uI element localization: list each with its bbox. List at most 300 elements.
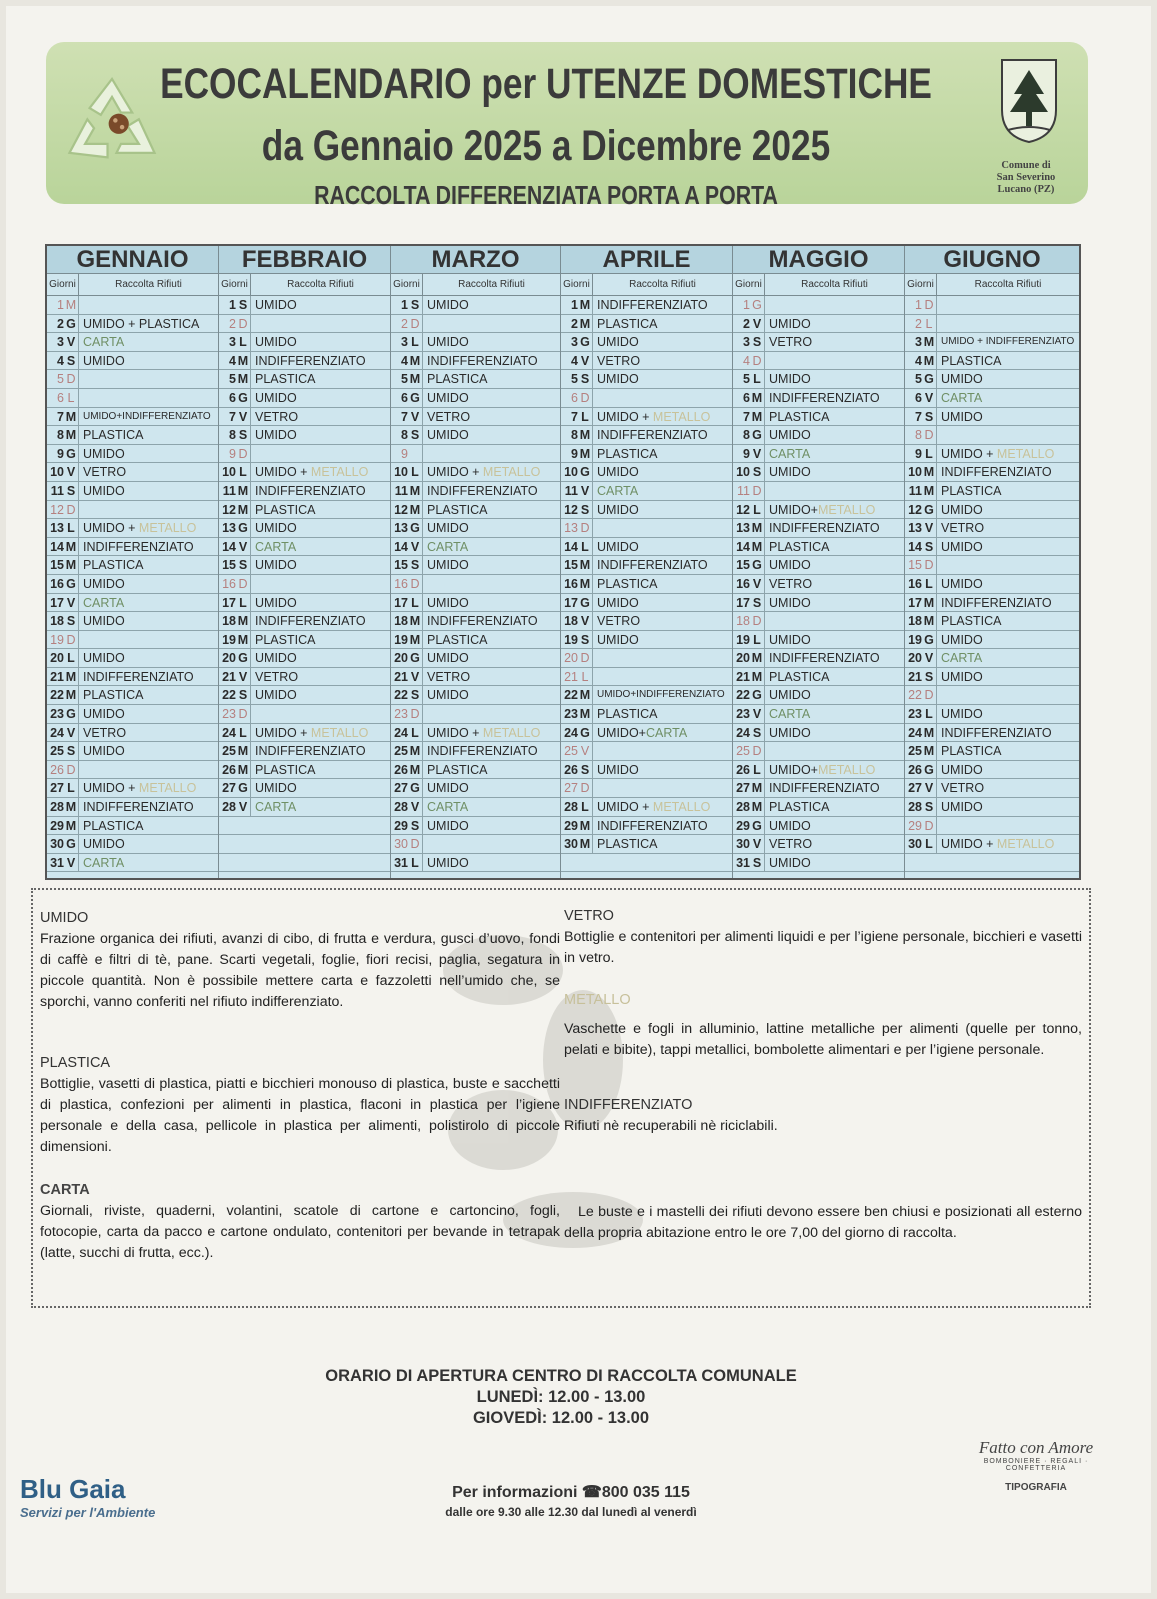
month-column-headers — [561, 274, 732, 296]
weekday-letter: V — [922, 649, 937, 667]
header-banner — [46, 42, 1088, 210]
weekday-letter: V — [408, 668, 423, 686]
day-number: 17 — [394, 595, 408, 610]
month-febbraio — [219, 246, 391, 878]
day-row — [219, 686, 390, 705]
day-row — [733, 817, 904, 836]
day-row — [905, 854, 1079, 873]
weekday-letter: M — [236, 761, 251, 779]
day-number: 8 — [57, 428, 64, 443]
day-row — [47, 556, 218, 575]
day-row — [905, 817, 1079, 836]
day-row — [905, 742, 1079, 761]
waste-type: PLASTICA — [255, 632, 316, 647]
weekday-letter: M — [578, 835, 593, 853]
day-number: 30 — [564, 837, 578, 852]
weekday-letter: G — [64, 445, 79, 463]
day-row — [47, 370, 218, 389]
day-row — [733, 594, 904, 613]
waste-type: INDIFFERENZIATO — [597, 558, 708, 573]
day-number: 11 — [222, 483, 236, 498]
day-row — [47, 779, 218, 798]
waste-type — [937, 296, 1079, 314]
weekday-letter: M — [64, 798, 79, 816]
weekday-letter: M — [236, 501, 251, 519]
waste-type: INDIFFERENZIATO — [769, 390, 880, 405]
weekday-letter: D — [408, 575, 423, 593]
legend-vetro — [564, 906, 1082, 969]
day-number: 6 — [401, 390, 408, 405]
waste-type: PLASTICA — [769, 409, 830, 424]
day-row — [561, 333, 732, 352]
day-number: 25 — [222, 744, 236, 759]
waste-type: INDIFFERENZIATO — [941, 465, 1052, 480]
day-number: 18 — [394, 614, 408, 629]
day-row — [733, 333, 904, 352]
weekday-letter: V — [578, 352, 593, 370]
day-number: 11 — [394, 483, 408, 498]
waste-type: PLASTICA — [427, 372, 488, 387]
header-giorni: Giorni — [733, 274, 765, 295]
day-row — [905, 389, 1079, 408]
weekday-letter: D — [922, 426, 937, 444]
day-row — [733, 761, 904, 780]
day-number: 11 — [564, 483, 578, 498]
day-row — [219, 575, 390, 594]
day-row — [561, 835, 732, 854]
weekday-letter: S — [236, 296, 251, 314]
waste-type: INDIFFERENZIATO — [427, 614, 538, 629]
day-number: 1 — [57, 298, 64, 312]
day-row — [219, 445, 390, 464]
day-row — [561, 426, 732, 445]
weekday-letter: G — [922, 501, 937, 519]
weekday-letter: L — [64, 389, 79, 407]
day-number: 29 — [908, 818, 922, 833]
day-number: 19 — [222, 632, 236, 647]
weekday-letter: L — [578, 668, 593, 686]
weekday-letter: S — [408, 296, 423, 314]
day-row — [733, 742, 904, 761]
waste-type — [765, 742, 904, 760]
day-number: 26 — [394, 762, 408, 777]
day-number: 10 — [564, 465, 578, 480]
weekday-letter: G — [922, 761, 937, 779]
legend-note-text: Le buste e i mastelli dei rifiuti devono essere ben chiusi e posizionati all esterno della propria abitazione entro le ore 7,00 del giorno di raccolta. — [564, 1204, 1082, 1241]
waste-type: PLASTICA — [941, 744, 1002, 759]
day-number: 25 — [394, 744, 408, 759]
weekday-letter: S — [408, 817, 423, 835]
day-number: 8 — [743, 428, 750, 443]
comune-label: Comune di San Severino Lucano (PZ) — [996, 160, 1056, 195]
weekday-letter: V — [750, 575, 765, 593]
waste-type: UMIDO — [83, 651, 125, 666]
weekday-letter: G — [64, 575, 79, 593]
day-row — [905, 705, 1079, 724]
weekday-letter: M — [236, 742, 251, 760]
day-number: 26 — [50, 762, 64, 777]
day-number: 15 — [564, 558, 578, 573]
waste-type — [765, 296, 904, 314]
day-row — [219, 296, 390, 315]
day-row — [561, 705, 732, 724]
day-row — [905, 575, 1079, 594]
day-number: 9 — [229, 446, 236, 461]
waste-type: UMIDO + METALLO — [255, 465, 369, 480]
info-label: Per informazioni — [452, 1484, 578, 1501]
day-row — [219, 779, 390, 798]
waste-type: INDIFFERENZIATO — [941, 725, 1052, 740]
waste-type: INDIFFERENZIATO — [255, 614, 366, 629]
day-row — [905, 352, 1079, 371]
waste-type: INDIFFERENZIATO — [769, 651, 880, 666]
day-row — [219, 761, 390, 780]
header-giorni: Giorni — [47, 274, 79, 295]
waste-type: UMIDO + METALLO — [427, 465, 541, 480]
day-row — [905, 612, 1079, 631]
weekday-letter: L — [236, 333, 251, 351]
collection-calendar-table — [45, 244, 1081, 880]
day-number: 27 — [222, 781, 236, 796]
waste-type: UMIDO — [941, 576, 983, 591]
day-row — [391, 686, 560, 705]
day-number: 6 — [571, 390, 578, 405]
day-row — [219, 463, 390, 482]
waste-type: VETRO — [769, 837, 813, 852]
weekday-letter: V — [408, 538, 423, 556]
day-number: 28 — [908, 800, 922, 815]
weekday-letter: V — [64, 333, 79, 351]
weekday-letter: G — [236, 649, 251, 667]
day-row — [733, 612, 904, 631]
day-row — [219, 612, 390, 631]
weekday-letter: V — [578, 742, 593, 760]
weekday-letter: M — [578, 426, 593, 444]
day-row — [391, 649, 560, 668]
day-row — [561, 482, 732, 501]
day-row — [391, 296, 560, 315]
day-row — [561, 538, 732, 557]
weekday-letter: M — [922, 482, 937, 500]
day-number: 23 — [908, 707, 922, 722]
day-row — [219, 594, 390, 613]
weekday-letter: G — [408, 389, 423, 407]
waste-type — [79, 761, 218, 779]
day-row — [391, 445, 560, 464]
waste-type: UMIDO — [769, 316, 811, 331]
day-row — [561, 315, 732, 334]
waste-type: INDIFFERENZIATO — [769, 521, 880, 536]
weekday-letter: S — [64, 352, 79, 370]
waste-type — [937, 817, 1079, 835]
weekday-letter: V — [236, 408, 251, 426]
day-row — [561, 631, 732, 650]
day-number: 31 — [50, 855, 64, 870]
weekday-letter: M — [750, 519, 765, 537]
legend-plastica-title: PLASTICA — [40, 1055, 111, 1071]
phone-number[interactable]: 800 035 115 — [601, 1484, 690, 1501]
waste-type: UMIDO — [83, 353, 125, 368]
weekday-letter: L — [922, 315, 937, 333]
weekday-letter: M — [750, 779, 765, 797]
weekday-letter: G — [408, 519, 423, 537]
weekday-letter: M — [236, 482, 251, 500]
day-row — [561, 556, 732, 575]
day-row — [219, 482, 390, 501]
waste-type: PLASTICA — [597, 316, 658, 331]
waste-type: PLASTICA — [941, 614, 1002, 629]
waste-type: UMIDO — [255, 390, 297, 405]
waste-type: PLASTICA — [83, 428, 144, 443]
waste-type — [593, 519, 732, 537]
legend-metallo-text: Vaschette e fogli in alluminio, lattine metalliche per alimenti (quelle per tonno, pelati e bibite), tappi metallici, bombolette alimentari e per l’igiene personale. — [564, 1021, 1082, 1058]
day-number: 26 — [564, 762, 578, 777]
day-number: 7 — [571, 409, 578, 424]
weekday-letter: S — [750, 594, 765, 612]
day-number: 10 — [50, 465, 64, 480]
day-number: 15 — [222, 558, 236, 573]
day-number: 12 — [222, 502, 236, 517]
waste-type — [593, 668, 732, 686]
weekday-letter: V — [236, 668, 251, 686]
waste-type: UMIDO — [941, 372, 983, 387]
waste-type: UMIDO — [83, 576, 125, 591]
waste-type: VETRO — [255, 669, 299, 684]
day-row — [219, 389, 390, 408]
weekday-letter: M — [578, 296, 593, 314]
waste-type: VETRO — [427, 669, 471, 684]
weekday-letter: M — [64, 817, 79, 835]
waste-type: UMIDO — [769, 465, 811, 480]
weekday-letter: M — [578, 445, 593, 463]
day-row — [561, 854, 732, 873]
weekday-letter: D — [408, 835, 423, 853]
day-number: 24 — [736, 725, 750, 740]
weekday-letter: D — [750, 482, 765, 500]
waste-type: CARTA — [427, 539, 469, 554]
day-number: 16 — [908, 576, 922, 591]
waste-type: UMIDO — [83, 744, 125, 759]
day-number: 8 — [401, 428, 408, 443]
day-row — [47, 594, 218, 613]
day-row — [733, 501, 904, 520]
weekday-letter: S — [750, 854, 765, 872]
day-row — [905, 519, 1079, 538]
weekday-letter: G — [750, 426, 765, 444]
day-number: 27 — [394, 781, 408, 796]
waste-type: UMIDO — [427, 781, 469, 796]
weekday-letter: M — [64, 426, 79, 444]
waste-type: INDIFFERENZIATO — [255, 744, 366, 759]
day-row — [733, 631, 904, 650]
day-row — [47, 519, 218, 538]
waste-type: CARTA — [769, 446, 811, 461]
day-number: 23 — [222, 707, 236, 722]
day-number: 4 — [915, 353, 922, 368]
weekday-letter: S — [578, 761, 593, 779]
title-period: da Gennaio 2025 a Dicembre 2025 — [261, 122, 831, 170]
weekday-letter: M — [408, 482, 423, 500]
day-row — [905, 463, 1079, 482]
day-row — [219, 538, 390, 557]
weekday-letter — [408, 445, 423, 463]
weekday-letter: D — [408, 315, 423, 333]
weekday-letter: D — [922, 686, 937, 704]
day-number: 8 — [915, 428, 922, 443]
day-number: 5 — [915, 372, 922, 387]
weekday-letter: S — [578, 370, 593, 388]
waste-type — [79, 370, 218, 388]
waste-type: UMIDO — [597, 595, 639, 610]
weekday-letter: M — [750, 389, 765, 407]
waste-type: UMIDO+METALLO — [769, 762, 876, 777]
day-row — [733, 835, 904, 854]
header-giorni: Giorni — [391, 274, 423, 295]
day-number: 17 — [222, 595, 236, 610]
day-row — [391, 352, 560, 371]
day-row — [391, 408, 560, 427]
waste-type: UMIDO + METALLO — [255, 725, 369, 740]
opening-hours — [256, 1366, 866, 1429]
waste-type: INDIFFERENZIATO — [83, 539, 194, 554]
waste-type: CARTA — [941, 651, 983, 666]
waste-legend — [31, 888, 1091, 1308]
day-row — [733, 315, 904, 334]
day-row — [47, 612, 218, 631]
day-number: 20 — [50, 651, 64, 666]
waste-type: UMIDO — [83, 483, 125, 498]
weekday-letter: G — [408, 779, 423, 797]
day-number: 23 — [564, 707, 578, 722]
day-number: 3 — [57, 335, 64, 350]
day-row — [47, 575, 218, 594]
day-number: 17 — [736, 595, 750, 610]
day-row — [733, 352, 904, 371]
waste-type: UMIDO — [255, 651, 297, 666]
day-row — [905, 296, 1079, 315]
weekday-letter: L — [64, 779, 79, 797]
day-number: 20 — [564, 651, 578, 666]
day-row — [733, 854, 904, 873]
waste-type: PLASTICA — [597, 446, 658, 461]
day-row — [391, 556, 560, 575]
day-number: 19 — [50, 632, 64, 647]
day-number: 25 — [908, 744, 922, 759]
waste-type: UMIDO + METALLO — [941, 446, 1055, 461]
weekday-letter: L — [578, 798, 593, 816]
weekday-letter: S — [578, 631, 593, 649]
weekday-letter: V — [578, 482, 593, 500]
weekday-letter: D — [236, 315, 251, 333]
waste-type: UMIDO — [427, 688, 469, 703]
day-row — [561, 501, 732, 520]
waste-type: UMIDO — [597, 762, 639, 777]
opening-hours-monday: LUNEDÌ: 12.00 - 13.00 — [476, 1388, 646, 1406]
weekday-letter: D — [922, 817, 937, 835]
waste-type: INDIFFERENZIATO — [83, 669, 194, 684]
day-row — [47, 631, 218, 650]
day-number: 17 — [564, 595, 578, 610]
day-row — [905, 370, 1079, 389]
weekday-letter: M — [236, 631, 251, 649]
day-number: 23 — [394, 707, 408, 722]
day-number: 30 — [908, 837, 922, 852]
day-row — [47, 445, 218, 464]
weekday-letter: V — [750, 705, 765, 723]
weekday-letter: L — [750, 631, 765, 649]
weekday-letter: L — [64, 519, 79, 537]
day-number: 13 — [908, 521, 922, 536]
day-number: 1 — [229, 298, 236, 312]
day-number: 16 — [736, 576, 750, 591]
day-row — [733, 370, 904, 389]
day-row — [47, 333, 218, 352]
day-number: 16 — [394, 576, 408, 591]
waste-type: CARTA — [255, 800, 297, 815]
waste-type: UMIDO+INDIFFERENZIATO — [83, 410, 211, 422]
day-number: 19 — [394, 632, 408, 647]
title-subtitle: RACCOLTA DIFFERENZIATA PORTA A PORTA — [314, 180, 778, 210]
weekday-letter: D — [750, 612, 765, 630]
day-row — [391, 612, 560, 631]
day-row — [905, 482, 1079, 501]
day-row — [733, 538, 904, 557]
blugaia-logo: Blu Gaia Servizi per l'Ambiente — [20, 1474, 156, 1520]
day-row — [219, 315, 390, 334]
day-row — [391, 370, 560, 389]
day-row — [47, 798, 218, 817]
waste-type: CARTA — [769, 707, 811, 722]
day-number: 5 — [401, 372, 408, 387]
day-number: 18 — [908, 614, 922, 629]
day-number: 24 — [908, 725, 922, 740]
waste-type — [937, 426, 1079, 444]
waste-type: UMIDO + METALLO — [427, 725, 541, 740]
day-number: 7 — [229, 409, 236, 424]
day-row — [391, 835, 560, 854]
weekday-letter: M — [578, 686, 593, 704]
weekday-letter: G — [922, 370, 937, 388]
waste-type: UMIDO — [941, 800, 983, 815]
day-number: 29 — [736, 818, 750, 833]
weekday-letter: S — [64, 742, 79, 760]
day-row — [905, 538, 1079, 557]
day-number: 5 — [571, 372, 578, 387]
weekday-letter: S — [64, 612, 79, 630]
day-row — [733, 686, 904, 705]
waste-type: VETRO — [769, 576, 813, 591]
day-number: 22 — [908, 688, 922, 703]
day-number: 2 — [229, 316, 236, 331]
day-number: 22 — [50, 688, 64, 703]
day-row — [391, 482, 560, 501]
waste-type: VETRO — [597, 353, 641, 368]
waste-type: PLASTICA — [83, 818, 144, 833]
waste-type: INDIFFERENZIATO — [427, 744, 538, 759]
waste-type — [79, 296, 218, 314]
weekday-letter: M — [922, 594, 937, 612]
day-number: 25 — [564, 744, 578, 759]
weekday-letter: M — [64, 408, 79, 426]
weekday-letter: L — [236, 594, 251, 612]
weekday-letter: M — [750, 408, 765, 426]
day-number: 14 — [908, 539, 922, 554]
weekday-letter: M — [578, 315, 593, 333]
weekday-letter: M — [750, 798, 765, 816]
legend-metallo-title: METALLO — [564, 992, 631, 1008]
day-number: 12 — [394, 502, 408, 517]
waste-type: PLASTICA — [83, 558, 144, 573]
